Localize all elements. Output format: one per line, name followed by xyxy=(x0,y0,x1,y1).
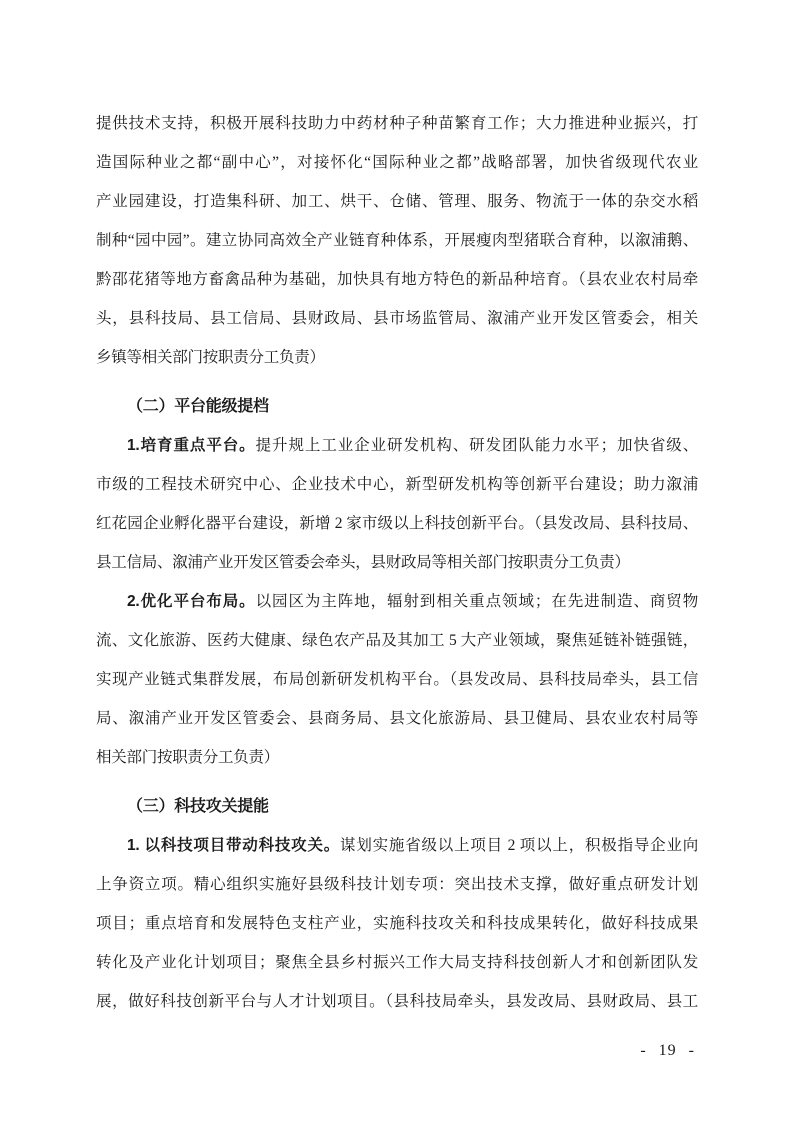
document-line: 展，做好科技创新平台与人才计划项目。（县科技局牵头，县发改局、县财政局、县工 xyxy=(96,993,698,1010)
document-body xyxy=(96,104,698,1021)
paragraph-text: 提升规上工业企业研发机构、研发团队能力水平；加快省级、 xyxy=(255,437,698,454)
paragraph-lead: 2.优化平台布局。 xyxy=(127,593,256,610)
document-line: 项目；重点培育和发展特色支柱产业，实施科技攻关和科技成果转化，做好科技成果 xyxy=(96,915,698,932)
document-line: 乡镇等相关部门按职责分工负责） xyxy=(96,349,325,366)
document-line: 产业园建设，打造集科研、加工、烘干、仓储、管理、服务、物流于一体的杂交水稻 xyxy=(96,193,698,210)
document-line xyxy=(96,826,698,865)
document-line xyxy=(96,582,698,621)
document-line: 局、溆浦产业开发区管委会、县商务局、县文化旅游局、县卫健局、县农业农村局等 xyxy=(96,710,698,727)
paragraph-lead: 1.培育重点平台。 xyxy=(127,437,256,454)
paragraph-lead: 1. 以科技项目带动科技攻关。 xyxy=(127,837,341,854)
document-line: 相关部门按职责分工负责） xyxy=(96,749,280,766)
document-line: 制种“园中园”。建立协同高效全产业链育种体系，开展瘦肉型猪联合育种，以溆浦鹅、 xyxy=(96,232,698,249)
document-line: 黔邵花猪等地方畜禽品种为基础，加快具有地方特色的新品种培育。（县农业农村局牵 xyxy=(96,271,698,288)
document-line: 市级的工程技术研究中心、企业技术中心，新型研发机构等创新平台建设；助力溆浦 xyxy=(96,476,698,493)
section-heading-3: （三）科技攻关提能 xyxy=(127,798,269,815)
paragraph-text: 以园区为主阵地，辐射到相关重点领域；在先进制造、商贸物 xyxy=(255,593,698,610)
section-heading-2: （二）平台能级提档 xyxy=(127,398,269,415)
paragraph-text: 谋划实施省级以上项目 2 项以上，积极指导企业向 xyxy=(340,837,698,854)
document-line xyxy=(96,426,698,465)
document-line: 转化及产业化计划项目；聚焦全县乡村振兴工作大局支持科技创新人才和创新团队发 xyxy=(96,954,698,971)
document-line: 红花园企业孵化器平台建设，新增 2 家市级以上科技创新平台。（县发改局、县科技局、 xyxy=(96,515,698,532)
document-line: 县工信局、溆浦产业开发区管委会牵头，县财政局等相关部门按职责分工负责） xyxy=(96,554,630,571)
page-number: - 19 - xyxy=(640,1042,695,1059)
document-line: 提供技术支持，积极开展科技助力中药材种子种苗繁育工作；大力推进种业振兴，打 xyxy=(96,115,698,132)
document-line: 流、文化旅游、医药大健康、绿色农产品及其加工 5 大产业领域，聚焦延链补链强链， xyxy=(96,632,698,649)
document-line: 造国际种业之都“副中心”，对接怀化“国际种业之都”战略部署，加快省级现代农业 xyxy=(96,154,698,171)
document-line: 实现产业链式集群发展，布局创新研发机构平台。（县发改局、县科技局牵头，县工信 xyxy=(96,671,698,688)
document-line: 头，县科技局、县工信局、县财政局、县市场监管局、溆浦产业开发区管委会，相关 xyxy=(96,310,698,327)
document-line: 上争资立项。精心组织实施好县级科技计划专项：突出技术支撑，做好重点研发计划 xyxy=(96,876,698,893)
